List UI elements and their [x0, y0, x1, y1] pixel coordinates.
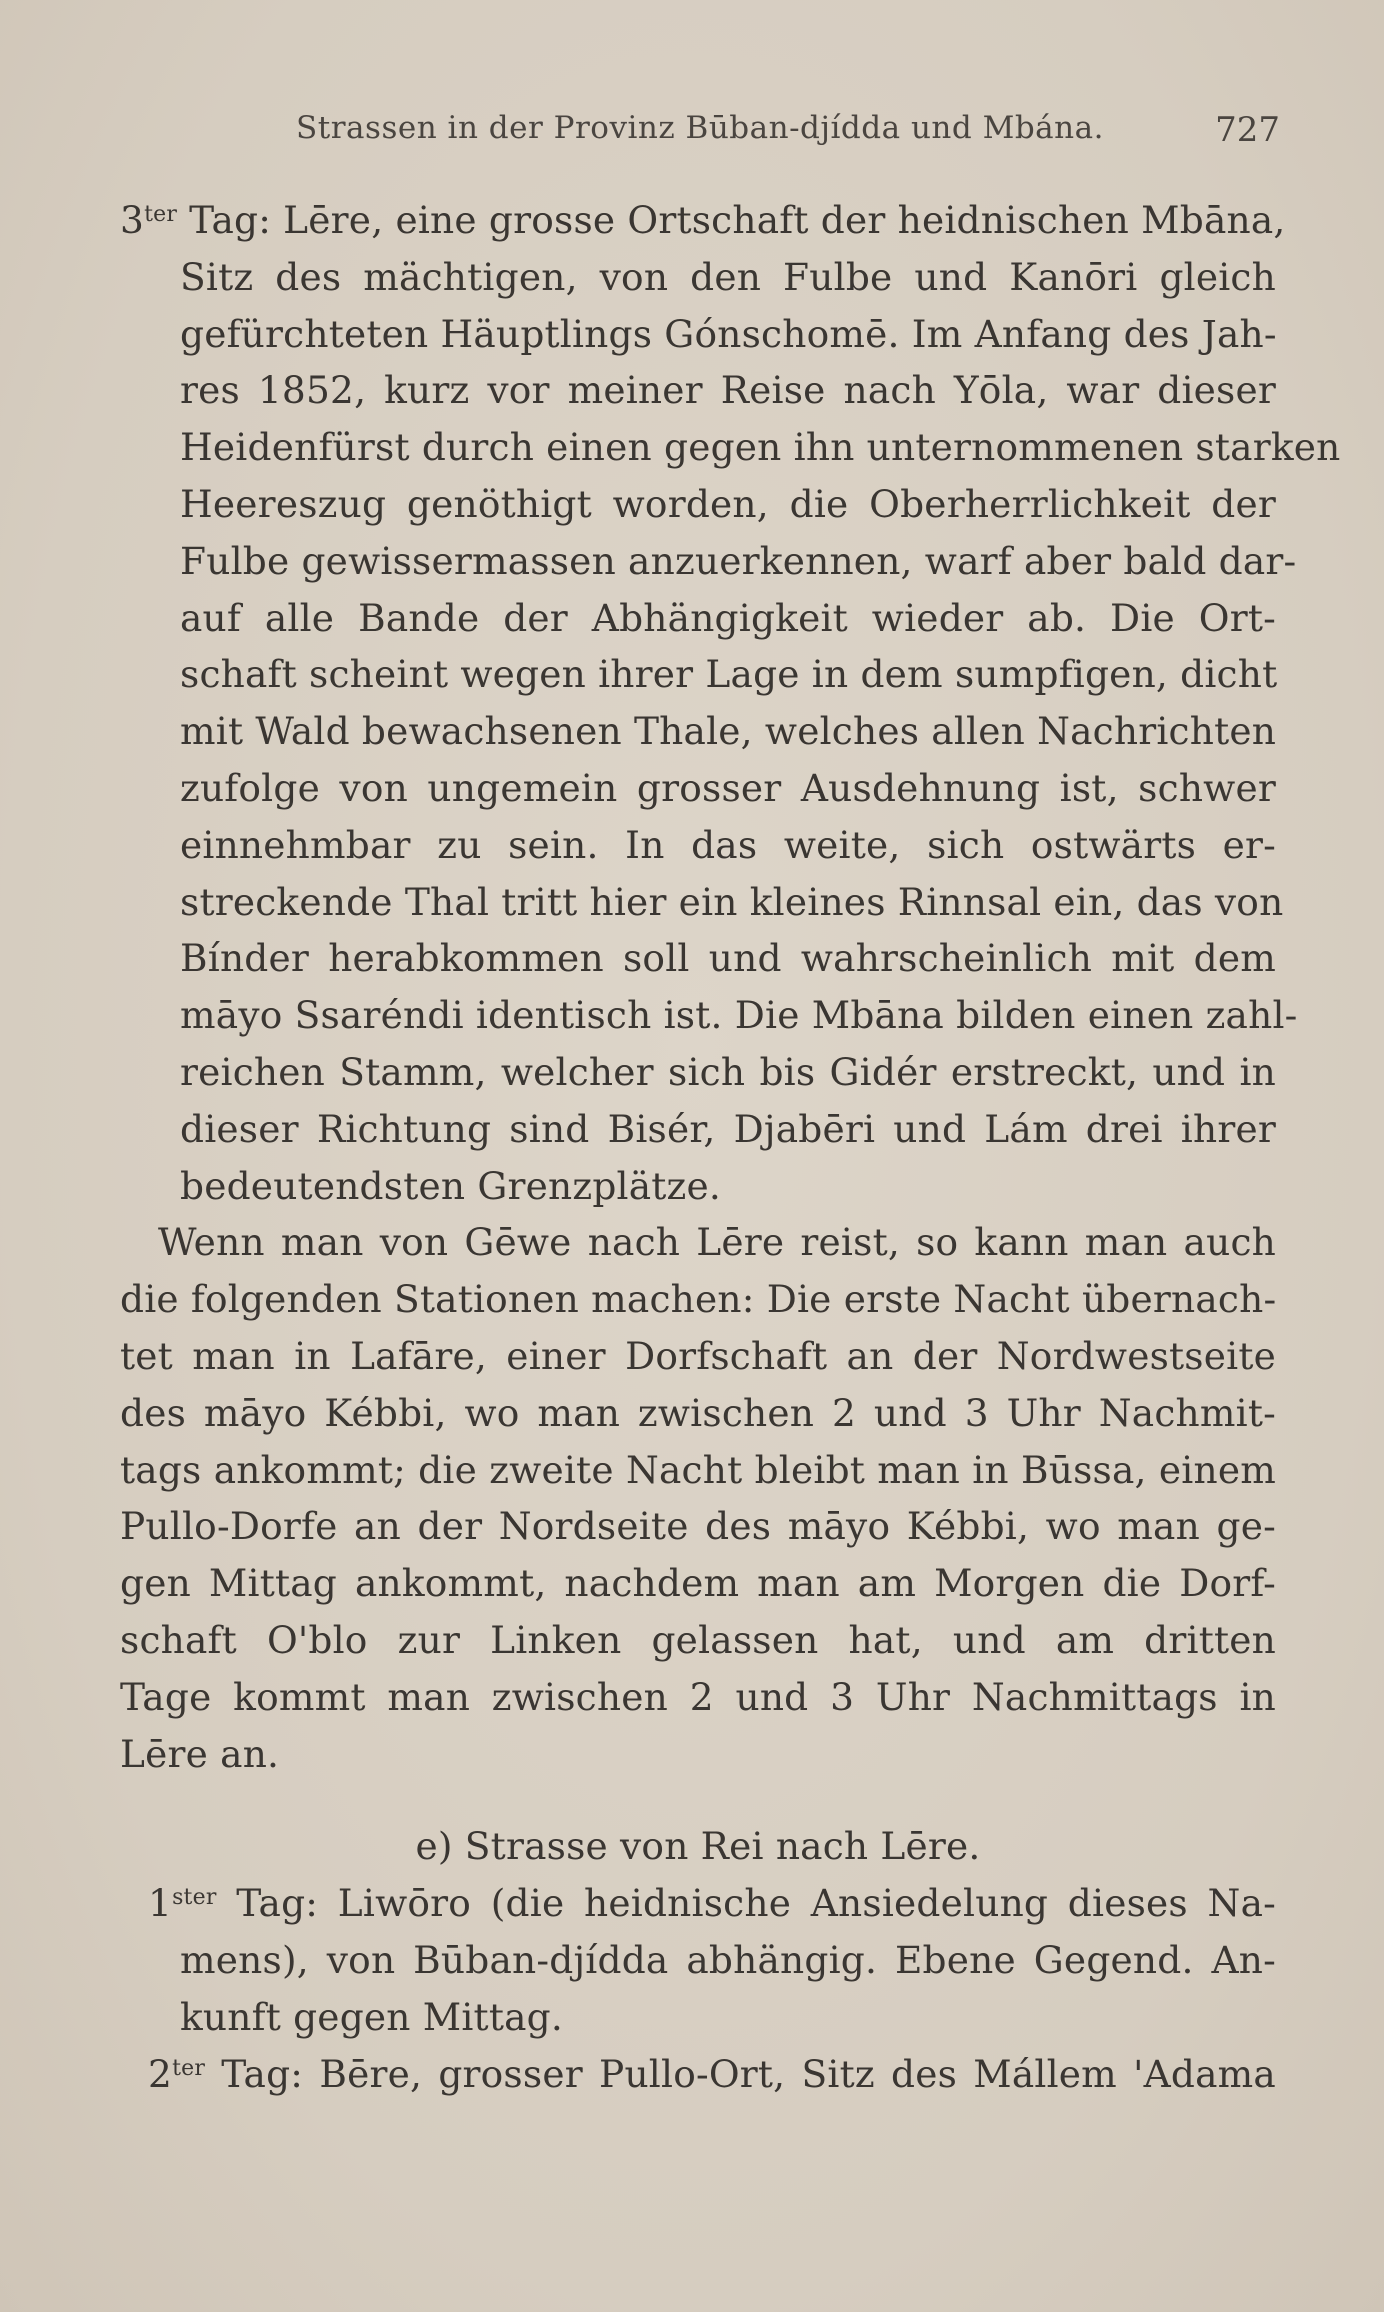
text-line: Sitz des mächtigen, von den Fulbe und Kanōri gleich [180, 254, 1276, 299]
running-title: Strassen in der Provinz Būban-djídda und Mbána. [296, 110, 1104, 146]
text-line: reichen Stamm, welcher sich bis Gidér erstreckt, und in [180, 1049, 1276, 1094]
text-line: Tage kommt man zwischen 2 und 3 Uhr Nachmittags in [120, 1674, 1276, 1719]
paragraph-day-3 [120, 192, 1341, 1214]
text-line: streckende Thal tritt hier ein kleines Rinnsal ein, das von [180, 879, 1284, 924]
text-line: gen Mittag ankommt, nachdem man am Morgen die Dorf- [120, 1561, 1276, 1606]
text-line: die folgenden Stationen machen: Die erste Nacht übernach- [120, 1277, 1277, 1322]
running-head [120, 110, 1280, 160]
text-line: gefürchteten Häuptlings Gónschomē. Im Anfang des Jah- [180, 311, 1277, 356]
text-line: Fulbe gewissermassen anzuerkennen, warf aber bald dar- [180, 538, 1297, 583]
text-line: Pullo-Dorfe an der Nordseite des māyo Kébbi, wo man ge- [120, 1504, 1276, 1549]
text-line: einnehmbar zu sein. In das weite, sich ostwärts er- [180, 822, 1276, 867]
text-line: dieser Richtung sind Bisér, Djabēri und Lám drei ihrer [180, 1106, 1276, 1151]
day-ordinal: 2 [148, 2051, 173, 2096]
text-line: schaft O'blo zur Linken gelassen hat, und am dritten [120, 1617, 1276, 1662]
route-day-2 [120, 2046, 1276, 2103]
text-line: māyo Ssaréndi identisch ist. Die Mbāna bilden einen zahl- [180, 993, 1298, 1038]
text-line: $3^{ter}$ Tag: Lēre, eine grosse Ortschaft der heidnischen Mbāna, [120, 198, 1286, 242]
paragraph-alternate-route [120, 1214, 1276, 1782]
text-line: res 1852, kurz vor meiner Reise nach Yōla, war dieser [180, 368, 1276, 413]
text-line: Heereszug genöthigt worden, die Oberherrlichkeit der [180, 481, 1276, 526]
text-line: mit Wald bewachsenen Thale, welches allen Nachrichten [180, 709, 1277, 754]
text-line: bedeutendsten Grenzplätze. [180, 1163, 722, 1208]
day-ordinal-suffix: ter [144, 202, 178, 227]
section-heading: e) Strasse von Rei nach Lēre. [415, 1824, 981, 1869]
text-line: Bínder herabkommen soll und wahrscheinlich mit dem [180, 936, 1276, 981]
text-line: Lēre an. [120, 1731, 280, 1776]
text-line: kunft gegen Mittag. [180, 1994, 563, 2039]
text-line: mens), von Būban-djídda abhängig. Ebene Gegend. An- [180, 1937, 1276, 1982]
text-line: Wenn man von Gēwe nach Lēre reist, so kann man auch [158, 1220, 1276, 1265]
text-line: auf alle Bande der Abhängigkeit wieder ab. Die Ort- [180, 595, 1276, 640]
text-line: tet man in Lafāre, einer Dorfschaft an der Nordwestseite [120, 1333, 1276, 1378]
day-ordinal: 3 [120, 198, 145, 242]
text-line: $2^{ter}$ Tag: Bēre, grosser Pullo-Ort, Sitz des Mállem 'Adama [148, 2051, 1276, 2096]
text-line: $1^{ster}$ Tag: Liwōro (die heidnische Ansiedelung dieses Na- [148, 1881, 1276, 1926]
route-day-1 [120, 1875, 1276, 2045]
day-ordinal-suffix: ter [172, 2055, 206, 2081]
text-line: tags ankommt; die zweite Nacht bleibt man in Būssa, einem [120, 1447, 1276, 1492]
text-line: zufolge von ungemein grosser Ausdehnung ist, schwer [180, 765, 1276, 810]
text-line: Heidenfürst durch einen gegen ihn unternommenen starken [180, 425, 1341, 470]
page-number: 727 [1215, 110, 1280, 150]
section-gap [120, 1782, 1276, 1818]
text-line: des māyo Kébbi, wo man zwischen 2 und 3 Uhr Nachmit- [120, 1390, 1276, 1435]
day-ordinal-suffix: ster [172, 1885, 217, 1911]
body-text [120, 192, 1341, 2102]
text-line: schaft scheint wegen ihrer Lage in dem sumpfigen, dicht [180, 652, 1278, 697]
day-ordinal: 1 [148, 1881, 173, 1926]
